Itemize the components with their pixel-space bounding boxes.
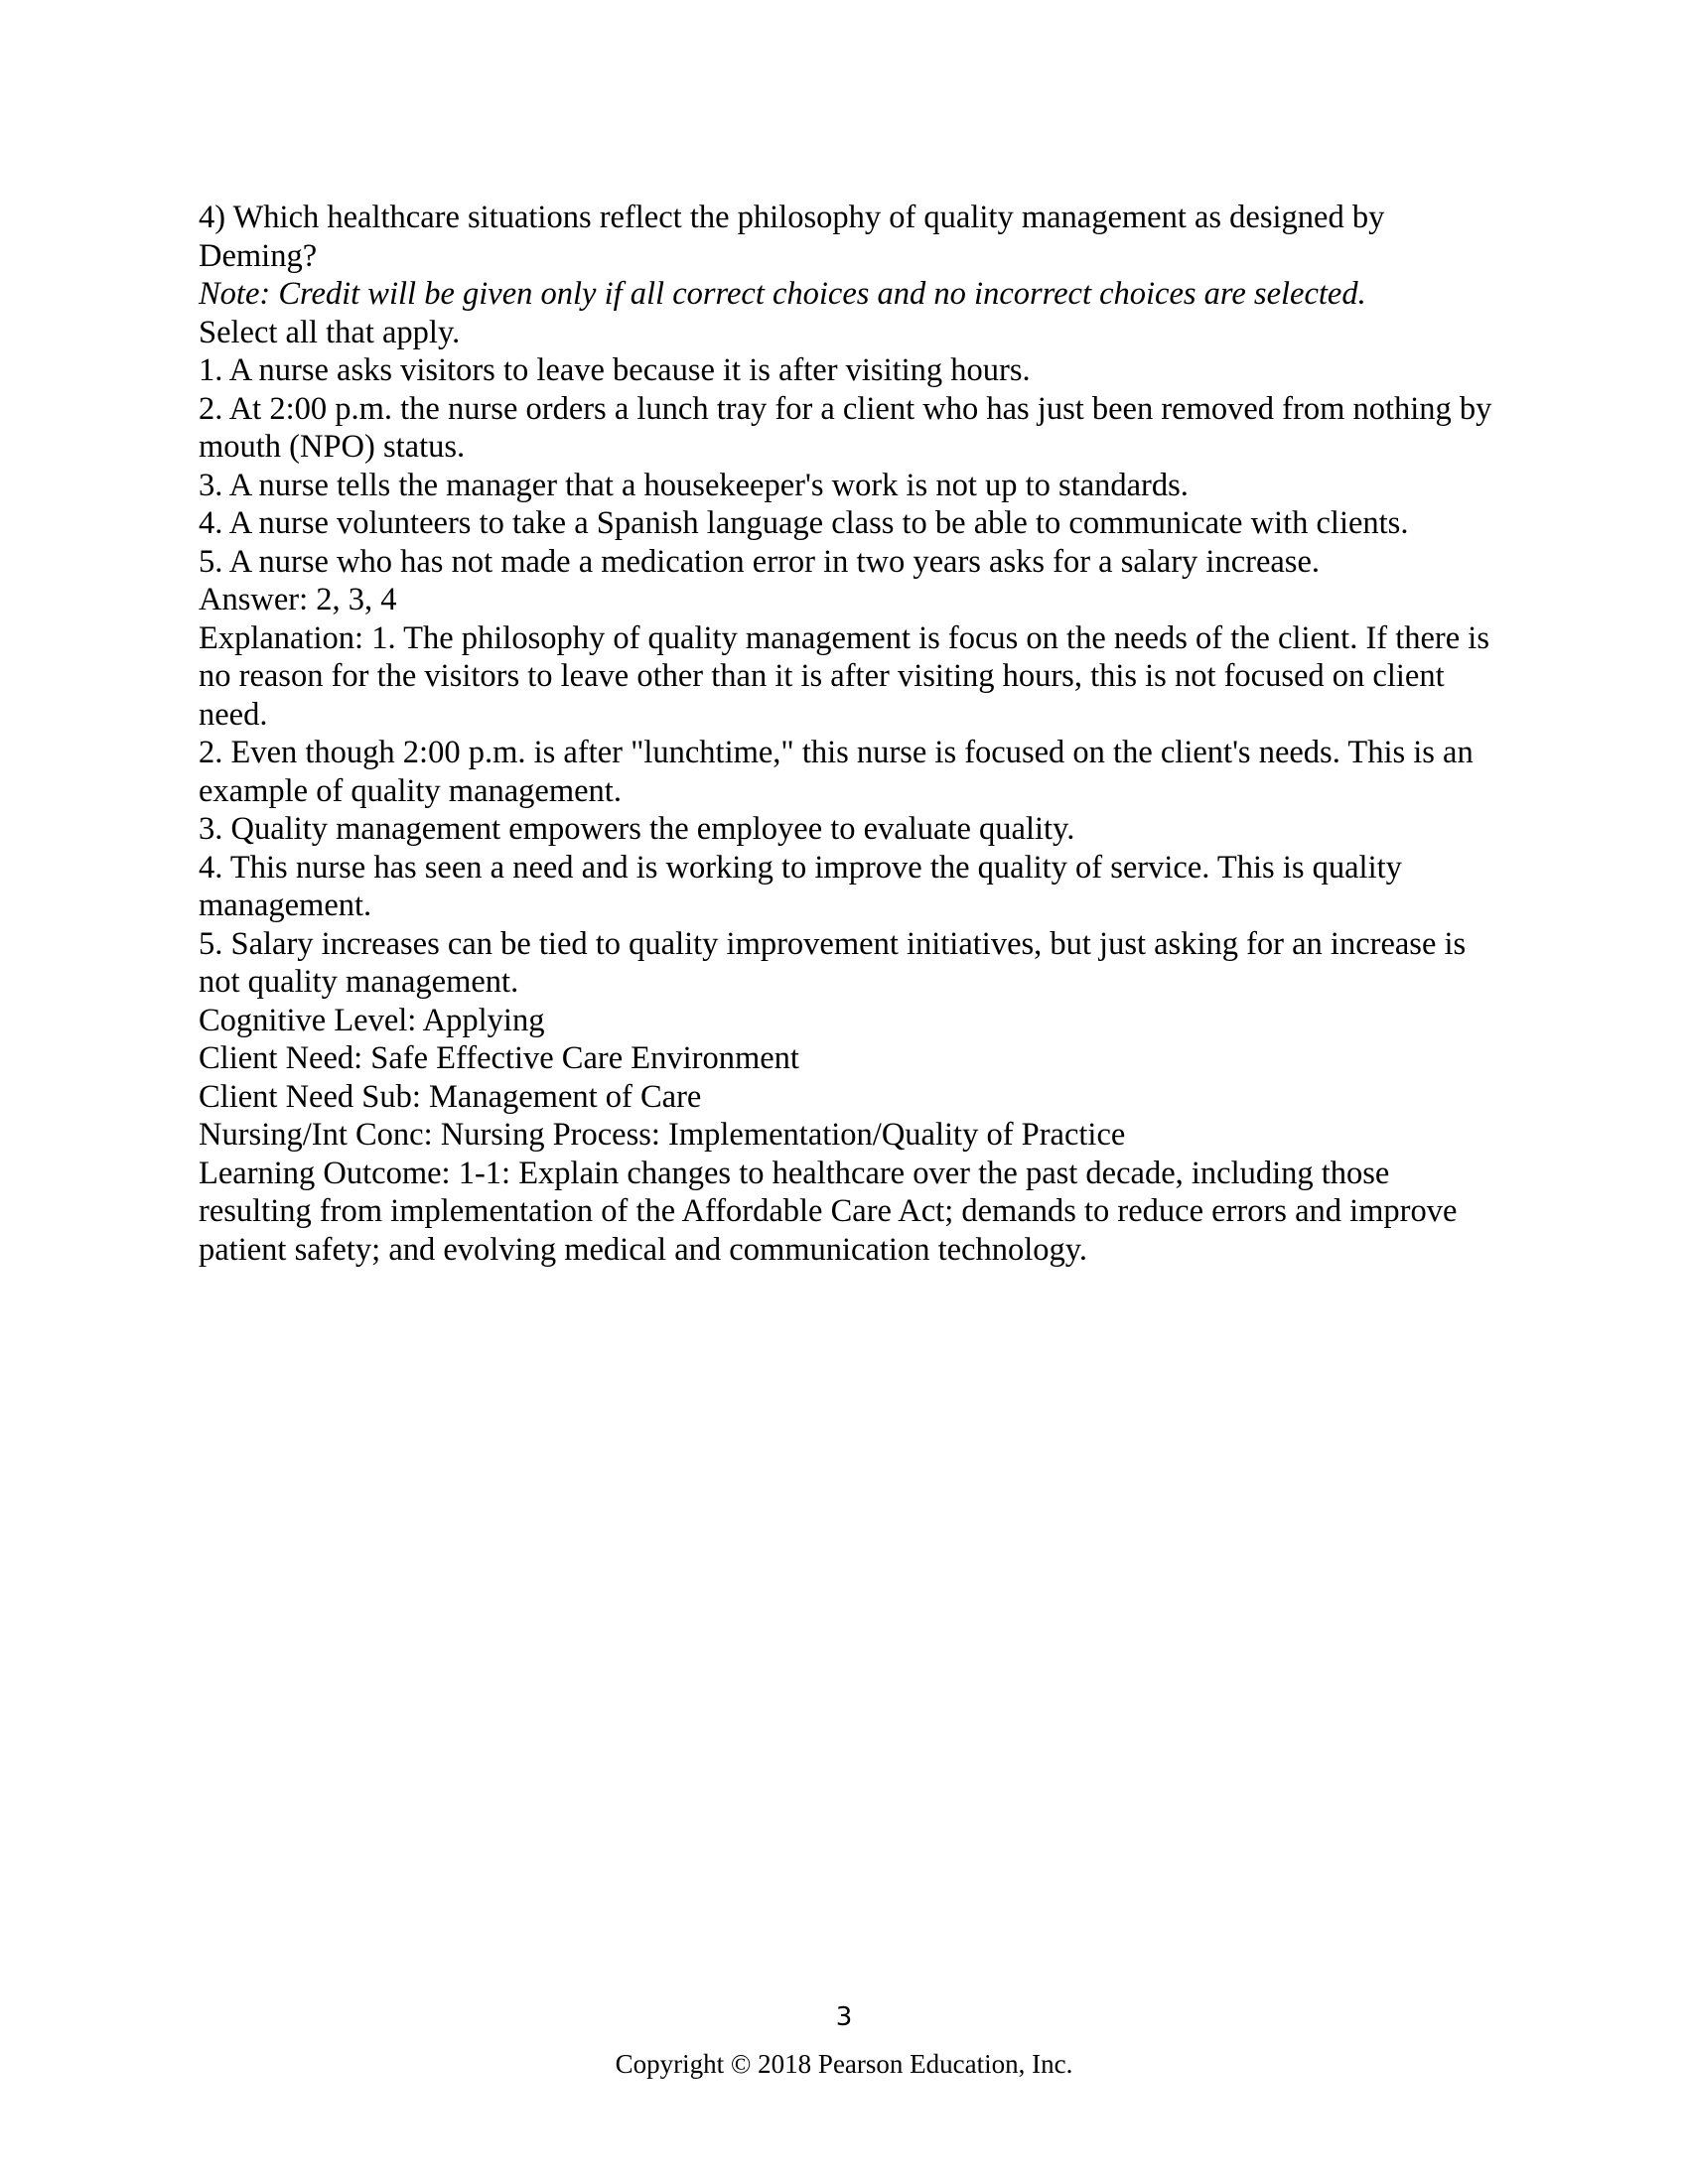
nursing-int-conc: Nursing/Int Conc: Nursing Process: Implementation/Quality of Practice	[199, 1117, 1126, 1153]
explanation-item: 3. Quality management empowers the employee to evaluate quality.	[199, 811, 1075, 847]
explanation-item: 2. Even though 2:00 p.m. is after "lunchtime," this nurse is focused on the client's needs. This is an example of quality management.	[199, 735, 1474, 809]
option-item: 2. At 2:00 p.m. the nurse orders a lunch tray for a client who has just been removed from nothing by mouth (NPO) status.	[199, 390, 1492, 465]
question-block	[199, 199, 1509, 1269]
grading-note: Note: Credit will be given only if all correct choices and no incorrect choices are selected.	[199, 276, 1366, 312]
option-item: 3. A nurse tells the manager that a housekeeper's work is not up to standards.	[199, 467, 1189, 503]
question-stem: 4) Which healthcare situations reflect the philosophy of quality management as designed by Deming?	[199, 200, 1385, 274]
option-item: 1. A nurse asks visitors to leave because it is after visiting hours.	[199, 352, 1031, 388]
explanation-item: 4. This nurse has seen a need and is working to improve the quality of service. This is quality management.	[199, 849, 1402, 923]
copyright-footer: Copyright © 2018 Pearson Education, Inc.	[615, 2049, 1073, 2079]
instruction: Select all that apply.	[199, 314, 461, 350]
cognitive-level: Cognitive Level: Applying	[199, 1002, 545, 1038]
page-number: 3	[835, 2002, 853, 2032]
client-need: Client Need: Safe Effective Care Environment	[199, 1040, 799, 1076]
option-item: 4. A nurse volunteers to take a Spanish language class to be able to communicate with clients.	[199, 505, 1409, 541]
option-item: 5. A nurse who has not made a medication error in two years asks for a salary increase.	[199, 543, 1321, 580]
learning-outcome: Learning Outcome: 1-1: Explain changes to healthcare over the past decade, including those resulting from implementation of the Affordable Care Act; demands to reduce errors and improve patient safety; and evolving medical and communication technology.	[199, 1155, 1458, 1268]
explanation-item: Explanation: 1. The philosophy of quality management is focus on the needs of the client. If there is no reason for the visitors to leave other than it is after visiting hours, this is not focused on client need.	[199, 619, 1489, 733]
explanation-item: 5. Salary increases can be tied to quality improvement initiatives, but just asking for an increase is not quality management.	[199, 925, 1467, 1000]
client-need-sub: Client Need Sub: Management of Care	[199, 1078, 702, 1115]
answer: Answer: 2, 3, 4	[199, 582, 397, 617]
